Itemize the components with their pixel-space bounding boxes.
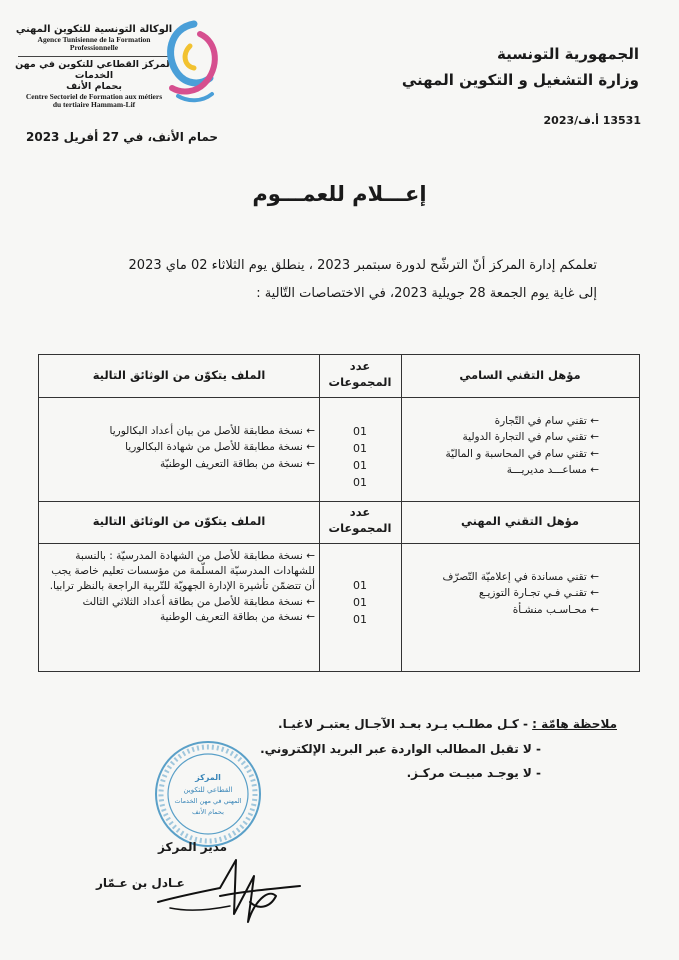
- list-item: ← تقنـي فـي تجـارة التوزيـع: [478, 587, 599, 600]
- agency-name-fr-1: Agence Tunisienne de la Formation: [37, 34, 151, 44]
- list-item: ← نسخة من بطاقة التعريف الوطنيّة: [160, 457, 315, 470]
- centre-name-ar-1: المركز القطاعي للتكوين في مهن الخدمات: [15, 58, 173, 81]
- atfp-logo-icon: [160, 16, 224, 108]
- table-divider: [319, 355, 320, 671]
- list-item: ← تقني سام في التّجارة: [494, 415, 599, 427]
- director-name: عـادل بن عـمّار: [96, 876, 185, 890]
- list-item: ← نسخة مطابقة للأصل من شهادة البكالوريا: [125, 441, 315, 454]
- document-item: نسخة مطابقة للأصل من بيان أعداد البكالوريا: [109, 425, 303, 437]
- header-groups-2: عدد المجموعات: [328, 505, 392, 535]
- group-count: 01: [353, 442, 367, 456]
- stamp-text: المهني في مهن الخدمات: [174, 797, 242, 805]
- table-divider: [39, 397, 639, 398]
- specialty-item: مساعـــد مديريـــة: [506, 463, 587, 476]
- ministry-header: [402, 42, 639, 93]
- group-count: 01: [353, 579, 367, 592]
- official-stamp-icon: [152, 738, 264, 850]
- document-item: نسخة مطابقة للأصل من الشهادة المدرسيّة : بالنسبة للشهادات المدرسيّة المسلّمة من مؤسسات تعليم خاصة يجب أن تتضمّن تأشيرة الإدارة الجهويّة للتّربية الراجعة بالنظر ترابيا.: [49, 550, 315, 593]
- specialty-item: محـاسـب منشـأة: [512, 603, 587, 616]
- note-line-1: [137, 712, 617, 737]
- groups-list-2: [323, 577, 397, 628]
- documents-list-2: [49, 549, 315, 625]
- specialties-list-2: [407, 569, 599, 618]
- documents-list-1: [59, 423, 315, 472]
- list-item: ← نسخة مطابقة للأصل من بطاقة أعداد الثلاثي الثالث: [82, 595, 315, 608]
- specialty-item: تقني سام في التّجارة: [494, 415, 587, 427]
- note-label: ملاحظة هامّة :: [532, 717, 617, 731]
- header-qualification-1: مؤهل التقني السامي: [459, 368, 581, 382]
- header-groups-1: عدد المجموعات: [328, 359, 392, 389]
- specialty-item: تقني مساندة في إعلاميّة التّصرّف: [442, 571, 587, 583]
- specialty-item: تقني سام في المحاسبة و الماليّة: [445, 447, 587, 460]
- groups-list-1: [323, 423, 397, 491]
- agency-name-fr-2: Professionnelle: [69, 43, 119, 53]
- list-item: ← تقني سام في المحاسبة و الماليّة: [445, 447, 599, 460]
- stamp-text: المركز: [195, 773, 221, 782]
- document-item: نسخة من بطاقة التعريف الوطنية: [160, 610, 303, 623]
- list-item: ← مساعـــد مديريـــة: [506, 463, 599, 476]
- list-item: ← تقني سام في التجارة الدولية: [462, 431, 599, 444]
- intro-line-1: تعلمكم إدارة المركز أنّ الترشّح لدورة سبتمبر 2023 ، ينطلق يوم الثلاثاء 02 ماي 2023: [128, 258, 597, 273]
- centre-name-ar-2: بحمام الأنف: [66, 80, 122, 92]
- group-count: 01: [353, 459, 367, 473]
- document-title: إعـــلام للعمـــوم: [252, 182, 427, 206]
- header-qualification-2: مؤهل التقني المهني: [460, 514, 580, 528]
- group-count: 01: [353, 596, 367, 610]
- header-documents-1: الملف يتكوّن من الوثائق التالية: [92, 368, 266, 382]
- specialty-item: تقنـي فـي تجـارة التوزيـع: [478, 587, 587, 600]
- reference-number: 13531 أ.ف/2023: [543, 114, 641, 127]
- specialty-item: تقني سام في التجارة الدولية: [462, 431, 587, 444]
- specialties-table: [38, 354, 640, 672]
- agency-name-ar: الوكالة التونسية للتكوين المهني: [15, 24, 173, 35]
- group-count: 01: [353, 476, 367, 490]
- group-count: 01: [353, 613, 367, 627]
- stamp-text: القطاعي للتكوين: [183, 786, 233, 794]
- handwritten-signature-icon: [150, 852, 310, 932]
- group-count: 01: [353, 425, 367, 438]
- agency-block: [10, 24, 178, 110]
- centre-name-fr-2: du tertiaire Hammam-Lif: [52, 100, 136, 110]
- document-item: نسخة من بطاقة التعريف الوطنيّة: [160, 457, 303, 470]
- document-item: نسخة مطابقة للأصل من شهادة البكالوريا: [125, 441, 303, 454]
- list-item: ← تقني مساندة في إعلاميّة التّصرّف: [442, 571, 599, 583]
- director-title: مدير المركز: [158, 840, 228, 854]
- centre-name-fr-1: Centre Sectoriel de Formation aux métiers: [25, 91, 163, 101]
- list-item: ← نسخة من بطاقة التعريف الوطنية: [160, 610, 315, 623]
- intro-line-2: إلى غاية يوم الجمعة 28 جويلية 2023، في الاختصاصات التّالية :: [256, 286, 597, 301]
- note-item: - لا يوجـد مبيـت مركـز.: [406, 766, 541, 781]
- header-documents-2: الملف يتكوّن من الوثائق التالية: [92, 514, 266, 528]
- republic-name: الجمهورية التونسية: [497, 45, 639, 63]
- place-date: حمام الأنف، في 27 أفريل 2023: [26, 130, 219, 144]
- agency-divider: [18, 56, 170, 57]
- list-item: ← نسخة مطابقة للأصل من بيان أعداد البكالوريا: [109, 425, 315, 437]
- note-item: - لا تقبل المطالب الواردة عبر البريد الإلكتروني.: [260, 741, 541, 756]
- ministry-name: وزارة التشغيل و التكوين المهني: [401, 70, 639, 89]
- note-item: - كـل مطلـب يـرد بعـد الآجـال يعتبـر لاغيـا.: [278, 717, 528, 731]
- specialties-list-1: [407, 413, 599, 478]
- stamp-text: بحمام الأنف: [192, 808, 224, 816]
- list-item: ← نسخة مطابقة للأصل من الشهادة المدرسيّة : بالنسبة للشهادات المدرسيّة المسلّمة من مؤسسات تعليم خاصة يجب أن تتضمّن تأشيرة الإدارة الجهويّة للتّربية الراجعة بالنظر ترابيا.: [49, 550, 315, 593]
- document-item: نسخة مطابقة للأصل من بطاقة أعداد الثلاثي الثالث: [82, 595, 303, 608]
- table-divider: [39, 501, 639, 502]
- table-divider: [39, 543, 639, 544]
- list-item: ← محـاسـب منشـأة: [512, 603, 599, 616]
